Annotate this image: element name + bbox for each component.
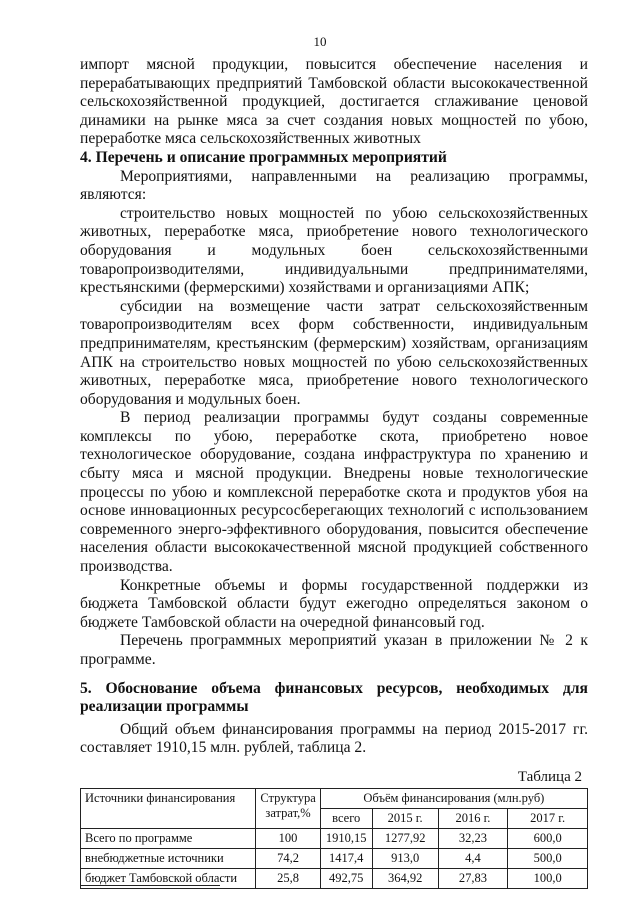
cell-total: 492,75 bbox=[320, 868, 372, 888]
paragraph-4-6: Перечень программных мероприятий указан в приложении № 2 к программе. bbox=[80, 632, 588, 668]
table-row bbox=[81, 848, 588, 868]
header-2015: 2015 г. bbox=[372, 808, 438, 828]
cell-2017: 600,0 bbox=[508, 828, 588, 848]
footnote-separator bbox=[80, 885, 220, 886]
cell-source: бюджет Тамбовской области bbox=[81, 868, 256, 888]
paragraph-intro: импорт мясной продукции, повысится обеспечение населения и перерабатывающих предприятий Тамбовской области высококачественной сельскохозяйственной продукцией, достигается сглаживание ценовой динамики на рынке мяса за счет создания новых мощностей по убою, переработке мяса сельскохозяйственных животных bbox=[80, 56, 588, 148]
section-4-title: 4. Перечень и описание программных мероприятий bbox=[80, 148, 447, 166]
paragraph-4-1: Мероприятиями, направленными на реализацию программы, являются: bbox=[80, 167, 588, 204]
header-volume: Объём финансирования (млн.руб) bbox=[320, 788, 587, 808]
header-2016: 2016 г. bbox=[438, 808, 508, 828]
header-sources: Источники финансирования bbox=[81, 788, 256, 828]
paragraph-5-1: Общий объем финансирования программы на период 2015-2017 гг. составляет 1910,15 млн. рублей, таблица 2. bbox=[80, 720, 588, 757]
cell-source: Всего по программе bbox=[81, 828, 256, 848]
financing-table bbox=[80, 788, 588, 889]
document-body bbox=[80, 56, 588, 889]
page-number: 10 bbox=[313, 34, 327, 49]
cell-share: 74,2 bbox=[256, 848, 320, 868]
cell-2017: 500,0 bbox=[508, 848, 588, 868]
cell-2015: 913,0 bbox=[372, 848, 438, 868]
cell-2015: 364,92 bbox=[372, 868, 438, 888]
paragraph-4-5: Конкретные объемы и формы государственной поддержки из бюджета Тамбовской области будут ежегодно определяться законом о бюджете Тамбовской области на очередной финансовый год. bbox=[80, 576, 588, 631]
section-5-title: 5. Обоснование объема финансовых ресурсов, необходимых для реализации программы bbox=[80, 679, 588, 716]
header-total: всего bbox=[320, 808, 372, 828]
table-row bbox=[81, 828, 588, 848]
paragraph-4-4: В период реализации программы будут созданы современные комплексы по убою, переработке скота, приобретено новое технологическое оборудование, создана инфраструктура по хранению и сбыту мяса и мясной продукции. Внедрены новые технологические процессы по убою и комплексной переработке скота и продуктов убоя на основе инновационных ресурсосберегающих технологий с использованием современного энерго-эффективного оборудования, повысится обеспечение населения области высококачественной мясной продукцией собственного производства. bbox=[80, 409, 588, 576]
cell-source: внебюджетные источники bbox=[81, 848, 256, 868]
header-2017: 2017 г. bbox=[508, 808, 588, 828]
cell-2015: 1277,92 bbox=[372, 828, 438, 848]
cell-share: 25,8 bbox=[256, 868, 320, 888]
table-caption: Таблица 2 bbox=[517, 768, 582, 785]
cell-total: 1417,4 bbox=[320, 848, 372, 868]
cell-total: 1910,15 bbox=[320, 828, 372, 848]
cell-2016: 4,4 bbox=[438, 848, 508, 868]
cell-2017: 100,0 bbox=[508, 868, 588, 888]
paragraph-4-3: субсидии на возмещение части затрат сельскохозяйственным товаропроизводителям всех форм собственности, индивидуальным предпринимателям, крестьянским (фермерским) хозяйствам, организациям АПК на строительство новых мощностей по убою сельскохозяйственных животных, переработке мяса, приобретение нового технологического оборудования и модульных боен. bbox=[80, 297, 588, 408]
cell-2016: 27,83 bbox=[438, 868, 508, 888]
header-structure: Структура затрат,% bbox=[256, 788, 320, 828]
paragraph-4-2: строительство новых мощностей по убою сельскохозяйственных животных, переработке мяса, приобретение нового технологического оборудования и модульных боен сельскохозяйственными товаропроизводителями, индивидуальными предпринимателями, крестьянскими (фермерскими) хозяйствами и организациями АПК; bbox=[80, 204, 588, 297]
cell-share: 100 bbox=[256, 828, 320, 848]
cell-2016: 32,23 bbox=[438, 828, 508, 848]
